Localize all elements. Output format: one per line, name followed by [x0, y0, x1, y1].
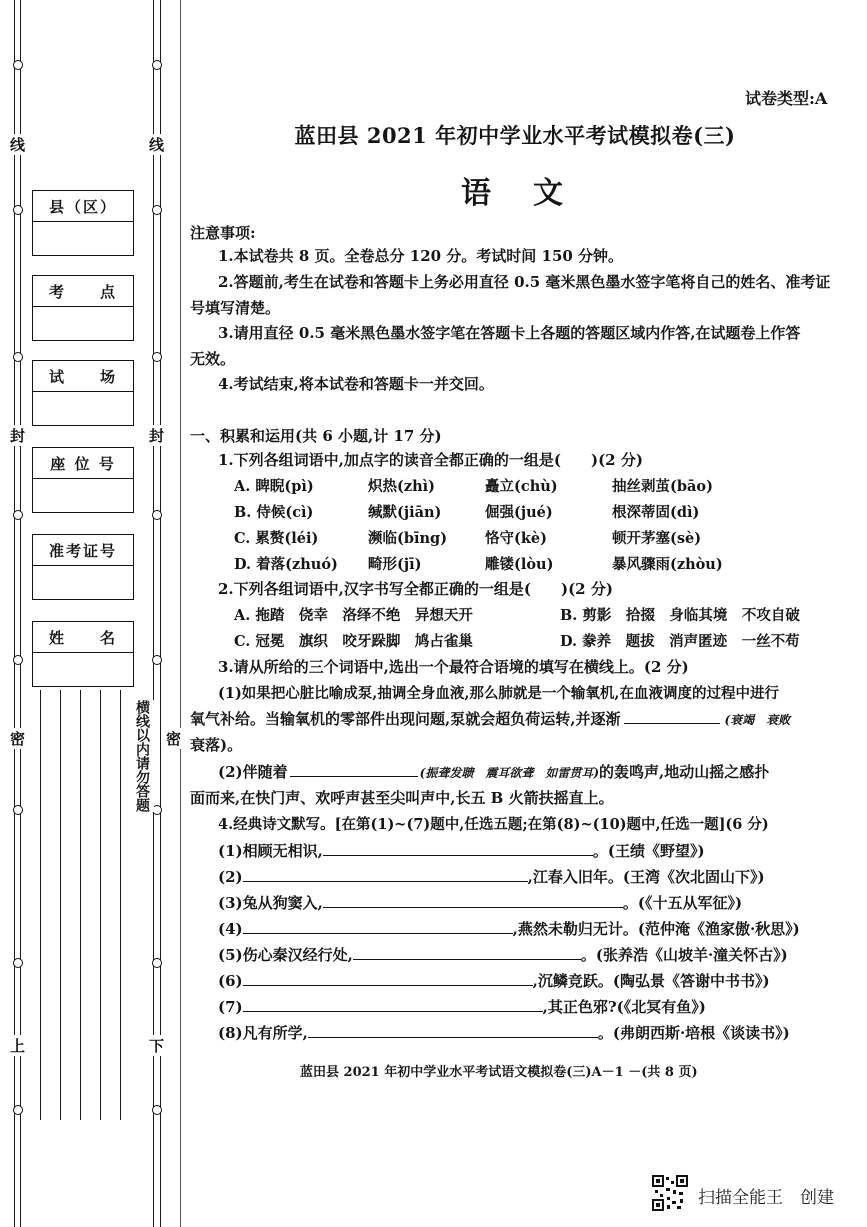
q1-option-d[interactable]: D. 着落(zhuó) — [234, 556, 338, 573]
q1-option-a: 炽热(zhì) — [368, 478, 436, 495]
binding-hole-mark — [152, 655, 162, 665]
binding-hole-mark — [152, 205, 162, 215]
q4-item-3: (3)兔从狗窦入, 。(《十五从军征》) — [218, 894, 743, 912]
binding-hole-mark — [152, 352, 162, 362]
binding-hole-mark — [13, 510, 23, 520]
q3-part2-line1 — [218, 761, 769, 782]
q4-item-7: (7) ,其正色邪?(《北冥有鱼》) — [218, 998, 706, 1016]
q1-option-b: 根深蒂固(dì) — [612, 504, 700, 521]
exam-room-box — [32, 360, 134, 426]
county-label: 县（区） — [33, 191, 133, 222]
q4-item-4: (4) ,燕然未勒归无计。(范仲淹《渔家傲·秋思》) — [218, 920, 800, 938]
no-answer-warning: 横线以内请勿答题 — [138, 700, 154, 812]
q4-item-2: (2) ,江春入旧年。(王湾《次北固山下》) — [218, 868, 765, 886]
q3-part2-options: (振聋发聩 震耳欲聋 如雷贯耳) — [419, 766, 599, 780]
q4-item-3-blank[interactable] — [323, 894, 623, 908]
q4-item-5: (5)伤心秦汉经行处, 。(张养浩《山坡羊·潼关怀古》) — [218, 946, 788, 964]
q1-option-c: 恪守(kè) — [485, 530, 547, 547]
q1-option-d: 雕镂(lòu) — [485, 556, 554, 573]
q1-option-a: 矗立(chù) — [485, 478, 558, 495]
q4-item-1-blank[interactable] — [323, 842, 593, 856]
binding-hole-mark — [13, 805, 23, 815]
binding-hole-mark — [13, 205, 23, 215]
q1-option-c: 濒临(bīng) — [368, 530, 448, 547]
q1-option-a: 抽丝剥茧(bāo) — [612, 478, 713, 495]
q1-option-d: 畸形(jī) — [368, 556, 422, 573]
question-2-stem: 2.下列各组词语中,汉字书写全都正确的一组是( )(2 分) — [218, 580, 613, 598]
subject-title: 语 文 — [461, 176, 569, 211]
q1-option-a[interactable]: A. 睥睨(pì) — [234, 478, 314, 495]
q1-option-d: 暴风骤雨(zhòu) — [612, 556, 723, 573]
binding-hole-mark — [13, 958, 23, 968]
exam-room-field[interactable] — [33, 392, 133, 425]
q4-item-8: (8)凡有所学, 。(弗朗西斯·培根《谈读书》) — [218, 1024, 790, 1042]
admission-number-field[interactable] — [33, 566, 133, 599]
q4-item-8-blank[interactable] — [308, 1024, 598, 1038]
q2-option-a[interactable]: A. 拖踏 侥幸 洛绎不绝 异想天开 — [234, 607, 473, 624]
q4-item-2-blank[interactable] — [243, 868, 528, 882]
q3-part2-line2: 面而来,在快门声、欢呼声甚至尖叫声中,长五 B 火箭扶摇直上。 — [190, 789, 614, 807]
seat-number-label: 座 位 号 — [33, 448, 133, 479]
note-item: 3.请用直径 0.5 毫米黑色墨水签字笔在答题卡上各题的答题区域内作答,在试题卷上作答 — [218, 324, 801, 342]
qr-code-icon — [652, 1175, 688, 1211]
county-field[interactable] — [33, 222, 133, 255]
binding-hole-mark — [152, 1105, 162, 1115]
margin-label-secret: 密 — [10, 730, 26, 748]
q3-part1-line3: 衰落)。 — [190, 736, 243, 754]
name-field[interactable] — [33, 653, 133, 686]
county-box — [32, 190, 134, 256]
binding-hole-mark — [13, 352, 23, 362]
admission-number-label: 准考证号 — [33, 535, 133, 566]
section-heading: 一、积累和运用(共 6 小题,计 17 分) — [190, 427, 442, 445]
note-item: 号填写清楚。 — [190, 299, 281, 317]
q4-item-6-blank[interactable] — [243, 972, 533, 986]
q3-part1-line2 — [190, 708, 790, 729]
note-item: 4.考试结束,将本试卷和答题卡一并交回。 — [218, 375, 494, 393]
q2-option-c[interactable]: C. 冠冕 旗织 咬牙跺脚 鸠占雀巢 — [234, 633, 473, 650]
q3-part1-blank[interactable] — [624, 710, 720, 724]
q2-option-d[interactable]: D. 豢养 题拔 消声匿迹 一丝不苟 — [560, 633, 800, 650]
q1-option-c: 顿开茅塞(sè) — [612, 530, 702, 547]
binding-hole-mark — [152, 60, 162, 70]
q1-option-b: 倔强(jué) — [485, 504, 553, 521]
binding-hole-mark — [152, 958, 162, 968]
margin-label-line: 线 — [10, 136, 26, 154]
binding-hole-mark — [13, 655, 23, 665]
q2-option-b[interactable]: B. 剪影 拾掇 身临其境 不攻自破 — [560, 607, 800, 624]
margin-label-top: 上 — [10, 1037, 26, 1055]
paper-type: 试卷类型:A — [745, 89, 828, 108]
page-footer: 蓝田县 2021 年初中学业水平考试语文模拟卷(三)A－1 －(共 8 页) — [300, 1065, 698, 1080]
q3-part2-blank[interactable] — [290, 763, 418, 777]
question-1-stem: 1.下列各组词语中,加点字的读音全都正确的一组是( )(2 分) — [218, 451, 643, 469]
note-item: 1.本试卷共 8 页。全卷总分 120 分。考试时间 150 分钟。 — [218, 247, 624, 265]
q4-item-6: (6) ,沉鳞竞跃。(陶弘景《答谢中书书》) — [218, 972, 770, 990]
margin-label-line: 线 — [149, 136, 165, 154]
note-item: 2.答题前,考生在试卷和答题卡上务必用直径 0.5 毫米黑色墨水签字笔将自己的姓名、准考证 — [218, 273, 831, 291]
q3-part2-text: (2)伴随着 — [218, 763, 288, 781]
exam-site-box — [32, 275, 134, 341]
q4-item-4-blank[interactable] — [243, 920, 513, 934]
q3-part2-text-end: 的轰鸣声,地动山摇之感扑 — [599, 763, 770, 781]
margin-label-seal: 封 — [10, 427, 26, 445]
q1-option-b[interactable]: B. 侍候(cì) — [234, 504, 314, 521]
margin-label-bottom: 下 — [149, 1037, 165, 1055]
binding-hole-mark — [13, 1105, 23, 1115]
exam-room-label: 试 场 — [33, 361, 133, 392]
q4-item-5-blank[interactable] — [353, 946, 581, 960]
name-label: 姓 名 — [33, 622, 133, 653]
q1-option-b: 缄默(jiān) — [368, 504, 442, 521]
binding-hole-mark — [152, 510, 162, 520]
notes-heading: 注意事项: — [190, 224, 256, 242]
seat-number-box — [32, 447, 134, 513]
q3-part1-options: (衰竭 衰败 — [724, 713, 791, 727]
question-4-stem: 4.经典诗文默写。[在第(1)~(7)题中,任选五题;在第(8)~(10)题中,任选一题](6 分) — [218, 816, 769, 833]
exam-site-field[interactable] — [33, 307, 133, 340]
binding-margin — [0, 0, 185, 1227]
name-box — [32, 621, 134, 687]
exam-site-label: 考 点 — [33, 276, 133, 307]
binding-hole-mark — [13, 60, 23, 70]
scanner-watermark: 扫描全能王 创建 — [698, 1188, 834, 1208]
q3-part1-line1: (1)如果把心脏比喻成泵,抽调全身血液,那么肺就是一个输氧机,在血液调度的过程中进行 — [218, 685, 779, 702]
q1-option-c[interactable]: C. 累赘(léi) — [234, 530, 319, 547]
q4-item-1: (1)相顾无相识, 。(王绩《野望》) — [218, 842, 705, 860]
q4-item-7-blank[interactable] — [243, 998, 543, 1012]
page-title: 蓝田县 2021 年初中学业水平考试模拟卷(三) — [294, 123, 736, 148]
q3-part1-text: 氧气补给。当输氧机的零部件出现问题,泵就会超负荷运转,并逐渐 — [190, 710, 621, 728]
note-item: 无效。 — [190, 350, 236, 368]
question-3-stem: 3.请从所给的三个词语中,选出一个最符合语境的填写在横线上。(2 分) — [218, 658, 689, 676]
seat-number-field[interactable] — [33, 479, 133, 512]
admission-number-box — [32, 534, 134, 600]
margin-label-seal: 封 — [149, 427, 165, 445]
margin-label-secret: 密 — [166, 730, 182, 748]
